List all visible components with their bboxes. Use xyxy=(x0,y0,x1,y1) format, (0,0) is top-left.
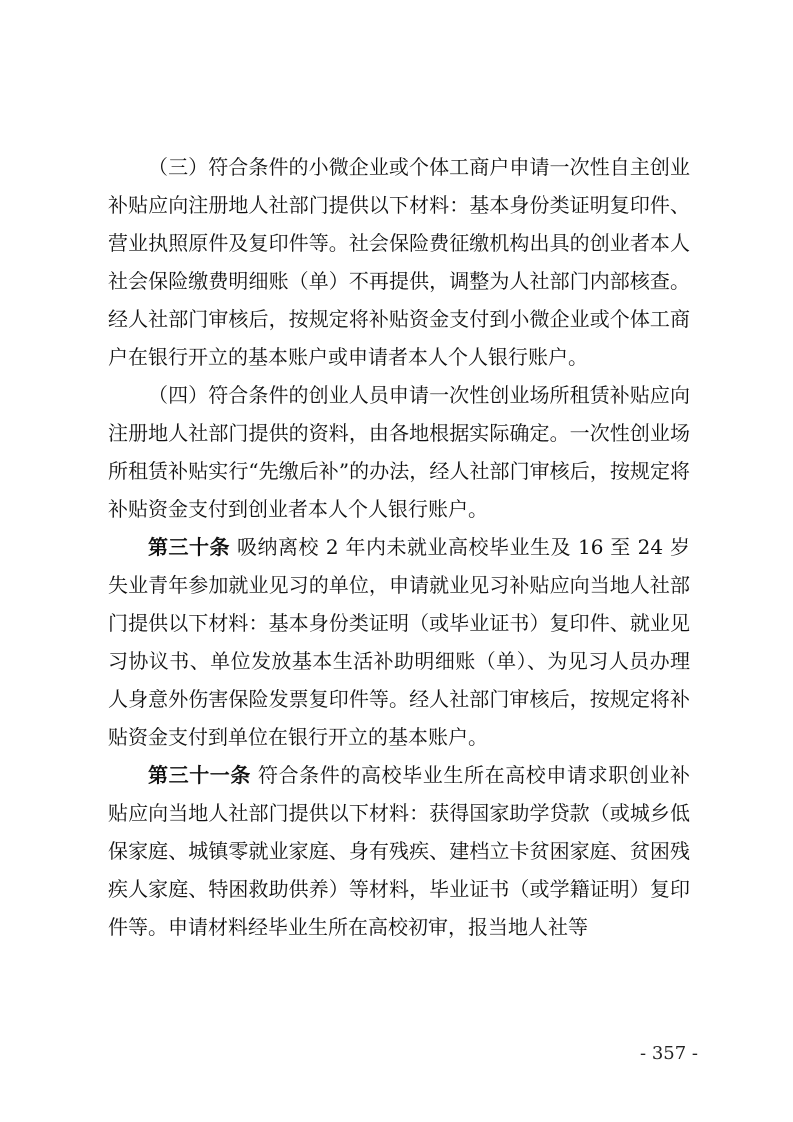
document-body xyxy=(108,148,690,946)
article-number: 第三十条 xyxy=(148,535,231,559)
article-30 xyxy=(108,528,690,756)
paragraph-text: （三）符合条件的小微企业或个体工商户申请一次性自主创业补贴应向注册地人社部门提供以下材料：基本身份类证明复印件、营业执照原件及复印件等。社会保险费征缴机构出具的创业者本人社会保险缴费明细账（单）不再提供，调整为人社部门内部核查。经人社部门审核后，按规定将补贴资金支付到小微企业或个体工商户在银行开立的基本账户或申请者本人个人银行账户。 xyxy=(108,155,690,369)
article-text: 吸纳离校 2 年内未就业高校毕业生及 16 至 24 岁失业青年参加就业见习的单位，申请就业见习补贴应向当地人社部门提供以下材料：基本身份类证明（或毕业证书）复印件、就业见习协议书、单位发放基本生活补助明细账（单）、为见习人员办理人身意外伤害保险发票复印件等。经人社部门审核后，按规定将补贴资金支付到单位在银行开立的基本账户。 xyxy=(108,535,690,749)
paragraph-text: （四）符合条件的创业人员申请一次性创业场所租赁补贴应向注册地人社部门提供的资料，由各地根据实际确定。一次性创业场所租赁补贴实行“先缴后补”的办法，经人社部门审核后，按规定将补贴资金支付到创业者本人个人银行账户。 xyxy=(108,383,690,521)
page-number: - 357 - xyxy=(640,1043,698,1064)
article-31 xyxy=(108,756,690,946)
paragraph-item-4 xyxy=(108,376,690,528)
paragraph-item-3 xyxy=(108,148,690,376)
article-number: 第三十一条 xyxy=(148,763,252,787)
article-text: 符合条件的高校毕业生所在高校申请求职创业补贴应向当地人社部门提供以下材料：获得国家助学贷款（或城乡低保家庭、城镇零就业家庭、身有残疾、建档立卡贫困家庭、贫困残疾人家庭、特困救助供养）等材料，毕业证书（或学籍证明）复印件等。申请材料经毕业生所在高校初审，报当地人社等 xyxy=(108,763,691,939)
